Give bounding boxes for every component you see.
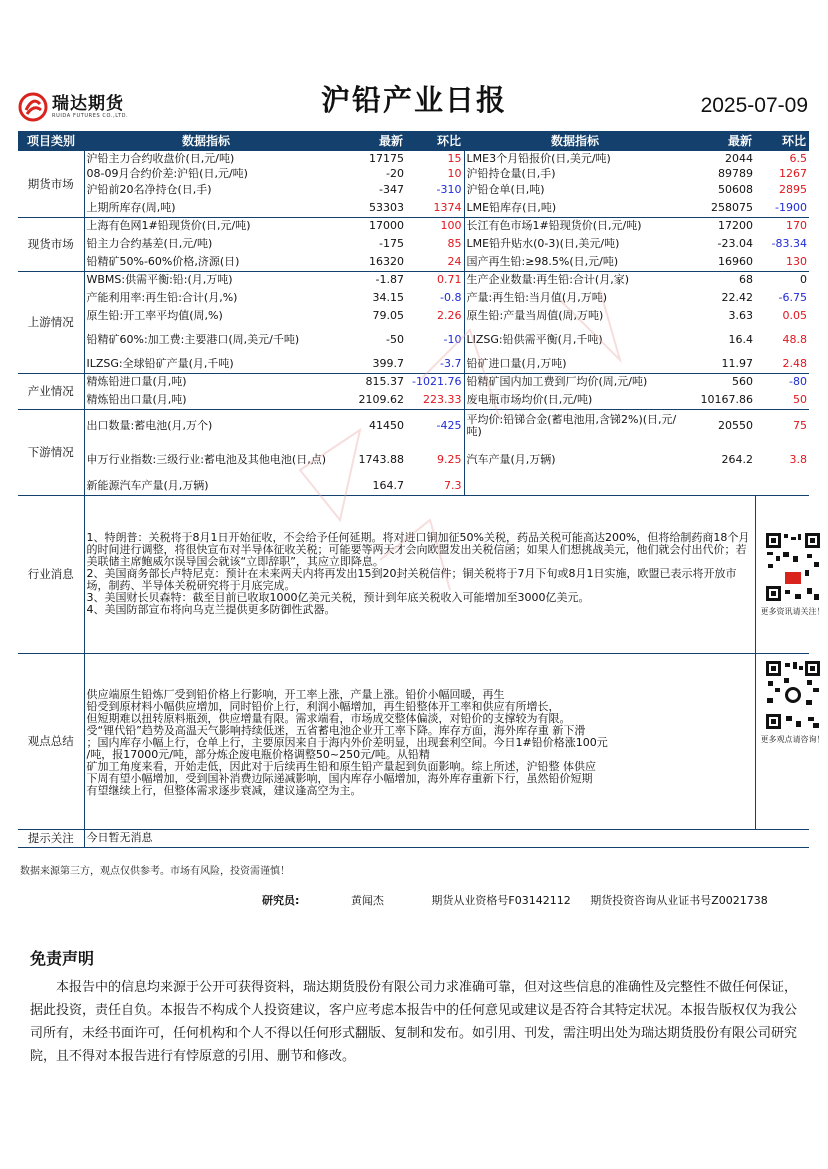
table-row	[18, 325, 809, 355]
indicator-name: 铅主力合约基差(日,元/吨)	[86, 237, 213, 250]
indicator-value: 815.37	[365, 375, 404, 389]
summary-text	[84, 653, 755, 829]
header-latest: 最新	[328, 131, 406, 151]
indicator-value: -23.04	[717, 237, 753, 250]
indicator-change: 15	[447, 151, 462, 165]
summary-qr-caption: 更多观点请咨询！	[760, 734, 825, 744]
indicator-value: 89789	[718, 166, 753, 180]
news-item: 2、美国商务部长卢特尼克：预计在未来两天内将再发出15到20封关税信件；铜关税将于7月下旬或8月1日实施，欧盟已表示将开放市场，制药、半导体关税研究将于月底完成。	[86, 567, 737, 592]
category-summary: 观点总结	[18, 653, 84, 829]
indicator-value: 50608	[718, 183, 753, 196]
news-qr-caption: 更多资讯请关注！	[760, 607, 825, 616]
indicator-value: 20550	[718, 419, 753, 433]
indicator-value: 79.05	[372, 309, 404, 322]
indicator-change: -10	[443, 333, 462, 346]
indicator-change: 2.26	[437, 309, 462, 322]
researcher-info	[262, 892, 812, 908]
indicator-name: 原生铅:开工率平均值(周,%)	[86, 309, 223, 322]
header-indicator-2: 数据指标	[464, 131, 686, 151]
indicator-change: 9.25	[437, 453, 462, 466]
indicator-value: 10167.86	[686, 391, 755, 409]
indicator-change: 2895	[779, 183, 807, 196]
indicator-value: 11.97	[686, 355, 755, 373]
indicator-value: 34.15	[372, 291, 404, 304]
indicator-value: 2044	[725, 151, 753, 165]
table-row	[18, 373, 809, 391]
indicator-name: 平均价:铅锑合金(蓄电池用,含锑2%)(日,元/吨)	[464, 409, 686, 443]
indicator-name: 产能利用率:再生铅:合计(月,%)	[86, 291, 238, 304]
researcher-license-1: 期货从业资格号F03142112	[431, 894, 571, 907]
table-row	[18, 253, 809, 271]
table-row	[18, 151, 809, 166]
summary-line: 有望继续上行，但整体需求逐步衰减，建议逢高空为主。	[86, 784, 362, 797]
summary-line: ；国内库存小幅上行，仓单上行，主要原因来自于海内外价差明显，出现套利空间。今日1#铅价格涨100元	[86, 736, 608, 749]
news-item: 4、美国防部宣布将向乌克兰提供更多防御性武器。	[86, 603, 336, 616]
table-row	[18, 166, 809, 181]
indicator-value: 258075	[686, 199, 755, 217]
logo-english-name: RUIDA FUTURES CO.,LTD.	[52, 112, 129, 119]
industry-data-table	[18, 131, 825, 848]
table-row	[18, 443, 809, 477]
indicator-name: 08-09月合约价差:沪铅(日,元/吨)	[86, 166, 248, 180]
indicator-change: 170	[786, 219, 807, 233]
indicator-value: 68	[739, 273, 753, 287]
indicator-change: 85	[447, 237, 462, 250]
indicator-change: 50	[755, 391, 809, 409]
researcher-license-2: 期货投资咨询从业证书号Z0021738	[590, 894, 768, 907]
indicator-name: 汽车产量(月,万辆)	[464, 443, 686, 477]
source-note: 数据来源第三方，观点仅供参考。市场有风险，投资需谨慎！	[20, 866, 290, 877]
indicator-name: 原生铅:产量当周值(周,万吨)	[464, 307, 686, 325]
category-tips: 提示关注	[18, 829, 84, 847]
indicator-name: LIZSG:铅供需平衡(月,千吨)	[464, 325, 686, 355]
indicator-name: 沪铅主力合约收盘价(日,元/吨)	[86, 151, 235, 165]
indicator-change: -310	[436, 183, 462, 196]
indicator-name: 国产再生铅:≥98.5%(日,元/吨)	[464, 253, 686, 271]
indicator-name: LME铅升贴水(0-3)(日,美元/吨)	[464, 235, 686, 253]
industry-news-row	[18, 495, 809, 653]
indicator-name: 上海有色网1#铅现货价(日,元/吨)	[86, 219, 251, 233]
report-header	[18, 76, 810, 128]
summary-qr-cell	[755, 653, 825, 829]
header-change-2: 环比	[755, 131, 809, 151]
indicator-change: 100	[440, 219, 462, 233]
indicator-change: 3.8	[789, 453, 807, 466]
qr-code-icon	[765, 660, 821, 730]
table-row	[18, 235, 809, 253]
indicator-value: 264.2	[721, 453, 753, 466]
indicator-name: LME3个月铅报价(日,美元/吨)	[464, 151, 686, 166]
disclaimer-title: 免责声明	[30, 949, 95, 968]
table-row	[18, 181, 809, 199]
summary-line: /吨，报17000元/吨，部分炼企废电瓶价格调整50~250元/吨。从铅精	[86, 748, 430, 761]
indicator-name: 上期所库存(周,吨)	[84, 199, 328, 217]
indicator-name: 生产企业数量:再生铅:合计(月,家)	[464, 271, 686, 289]
indicator-change: -1900	[755, 199, 809, 217]
indicator-name: 新能源汽车产量(月,万辆)	[84, 477, 328, 495]
indicator-name: 铅矿进口量(月,万吨)	[464, 355, 686, 373]
table-row	[18, 409, 809, 443]
indicator-change: 7.3	[406, 477, 464, 495]
tips-text: 今日暂无消息	[84, 829, 809, 847]
summary-line: 下周有望小幅增加，受到国补消费边际递减影响，国内库存小幅增加，海外库存重新下行，虽然铅价短期	[86, 772, 593, 785]
indicator-change: 223.33	[406, 391, 464, 409]
indicator-change: 0.05	[782, 309, 807, 322]
indicator-value: -50	[386, 333, 404, 346]
indicator-value: 17000	[369, 219, 404, 233]
indicator-change: -3.7	[406, 355, 464, 373]
indicator-value: -347	[379, 183, 404, 196]
summary-line: 但短期难以扭转原料瓶颈，供应增量有限。需求端看，市场成交整体偏淡，对铅价的支撑较为有限。	[86, 712, 571, 725]
table-row	[18, 217, 809, 235]
table-row	[18, 199, 809, 217]
summary-line: 矿加工角度来看，开始走低，因此对于后续再生铅和原生铅产量起到负面影响。综上所述，沪铅整 体供应	[86, 760, 596, 773]
indicator-value: 53303	[328, 199, 406, 217]
indicator-value: 1743.88	[358, 453, 404, 466]
indicator-name: WBMS:供需平衡:铅:(月,万吨)	[86, 273, 233, 287]
indicator-change: -1021.76	[412, 375, 462, 389]
indicator-name: 精炼铅出口量(月,吨)	[84, 391, 328, 409]
header-latest-2: 最新	[686, 131, 755, 151]
indicator-value: 22.42	[721, 291, 753, 304]
report-date: 2025-07-09	[700, 94, 808, 117]
indicator-name: 铅精矿50%-60%价格,济源(日)	[84, 253, 328, 271]
header-category: 项目类别	[18, 131, 84, 151]
indicator-change: 2.48	[755, 355, 809, 373]
indicator-change: -425	[436, 419, 462, 433]
category-futures: 期货市场	[18, 151, 84, 217]
indicator-name	[464, 477, 686, 495]
table-row	[18, 477, 809, 495]
indicator-change: 6.5	[789, 151, 807, 165]
indicator-name: 申万行业指数:三级行业:蓄电池及其他电池(日,点)	[86, 453, 326, 466]
indicator-name: 沪铅持仓量(日,手)	[464, 166, 686, 181]
summary-row	[18, 653, 809, 829]
table-row	[18, 271, 809, 289]
category-news: 行业消息	[18, 495, 84, 653]
indicator-value	[686, 477, 755, 495]
indicator-change: 1267	[779, 166, 807, 180]
indicator-change: 48.8	[782, 333, 807, 346]
summary-line: 供应端原生铅炼厂受到铅价格上行影响，开工率上涨，产量上涨。铅价小幅回暖，再生	[86, 688, 505, 701]
table-row	[18, 307, 809, 325]
header-indicator: 数据指标	[84, 131, 328, 151]
news-item: 1、特朗普：关税将于8月1日开始征收，不会给予任何延期。将对进口铜加征50%关税，药品关税可能高达200%，但将给制药商18个月的时间进行调整，将很快宣布对半导体征收关税；可能要等两天才会向欧盟发出关税信函；如果人们想挑战美元，他们就会付出代价；若美联储主席鲍威尔误导国会就该“立即辞职”，其应立即降息。	[86, 531, 750, 568]
indicator-value: 17200	[718, 219, 753, 233]
header-change: 环比	[406, 131, 464, 151]
indicator-value: 560	[732, 375, 753, 389]
researcher-label: 研究员:	[262, 894, 300, 907]
indicator-name: 产量:再生铅:当月值(月,万吨)	[464, 289, 686, 307]
indicator-change: 0	[800, 273, 807, 287]
indicator-change: 10	[447, 166, 462, 180]
table-row	[18, 391, 809, 409]
indicator-name: ILZSG:全球铅矿产量(月,千吨)	[84, 355, 328, 373]
report-title: 沪铅产业日报	[320, 83, 507, 117]
indicator-value: -175	[379, 237, 404, 250]
indicator-name: 铅精矿60%:加工费:主要港口(周,美元/千吨)	[86, 333, 300, 346]
indicator-value: 41450	[369, 419, 404, 433]
category-downstream: 下游情况	[18, 409, 84, 495]
indicator-value: 2109.62	[328, 391, 406, 409]
indicator-change: -6.75	[778, 291, 807, 304]
indicator-value: 399.7	[328, 355, 406, 373]
tips-row	[18, 829, 809, 847]
table-row	[18, 355, 809, 373]
indicator-name: 长江有色市场1#铅现货价(日,元/吨)	[464, 217, 686, 235]
researcher-name: 黄闻杰	[350, 894, 384, 907]
indicator-change: 1374	[406, 199, 464, 217]
logo-chinese-name: 瑞达期货	[52, 93, 124, 114]
indicator-value: -20	[386, 166, 404, 180]
indicator-change: 24	[406, 253, 464, 271]
indicator-value: 3.63	[728, 309, 753, 322]
table-row	[18, 289, 809, 307]
summary-line: 受“锂代铅”趋势及高温天气影响持续低迷，五省蓄电池企业开工率下降。库存方面，海外库存重 新下滑	[86, 724, 586, 737]
category-upstream: 上游情况	[18, 271, 84, 373]
category-spot: 现货市场	[18, 217, 84, 271]
indicator-name: 精炼铅进口量(月,吨)	[86, 375, 187, 389]
indicator-change: -80	[789, 375, 807, 389]
indicator-value: 164.7	[328, 477, 406, 495]
indicator-change: -0.8	[440, 291, 462, 304]
news-qr-cell	[755, 495, 825, 653]
disclaimer-body: 本报告中的信息均来源于公开可获得资料，瑞达期货股份有限公司力求准确可靠，但对这些信息的准确性及完整性不做任何保证，据此投资，责任自负。本报告不构成个人投资建议，客户应考虑本报告中的任何意见或建议是否符合其特定状况。本报告版权仅为我公司所有，未经书面许可，任何机构和个人不得以任何形式翻版、复制和发布。如引用、刊发，需注明出处为瑞达期货股份有限公司研究院，且不得对本报告进行有悖原意的引用、删节和修改。	[30, 980, 798, 1064]
table-header-row	[18, 131, 809, 151]
news-item: 3、美国财长贝森特：截至目前已收取1000亿美元关税，预计到年底关税收入可能增加至3000亿美元。	[86, 591, 590, 604]
indicator-name: 废电瓶市场均价(日,元/吨)	[464, 391, 686, 409]
indicator-change: 130	[755, 253, 809, 271]
indicator-change: -83.34	[771, 237, 807, 250]
indicator-value: 17175	[369, 151, 404, 165]
summary-line: 铅受到原材料小幅供应增加，同时铅价上行，利润小幅增加，再生铅整体开工率和供应有所增长，	[86, 700, 560, 713]
indicator-name: 出口数量:蓄电池(月,万个)	[86, 419, 213, 433]
indicator-value: -1.87	[375, 273, 404, 287]
indicator-change: 75	[793, 419, 807, 433]
category-industry: 产业情况	[18, 373, 84, 409]
indicator-change: 0.71	[437, 273, 462, 287]
indicator-value: 16.4	[728, 333, 753, 346]
indicator-value: 16960	[686, 253, 755, 271]
industry-news-text	[84, 495, 755, 653]
qr-code-icon	[765, 532, 821, 602]
indicator-name: 沪铅仓单(日,吨)	[464, 181, 686, 199]
indicator-name: LME铅库存(日,吨)	[464, 199, 686, 217]
indicator-value: 16320	[328, 253, 406, 271]
indicator-change	[755, 477, 809, 495]
indicator-name: 铅精矿国内加工费到厂均价(周,元/吨)	[464, 373, 686, 391]
indicator-name: 沪铅前20名净持仓(日,手)	[86, 183, 212, 196]
